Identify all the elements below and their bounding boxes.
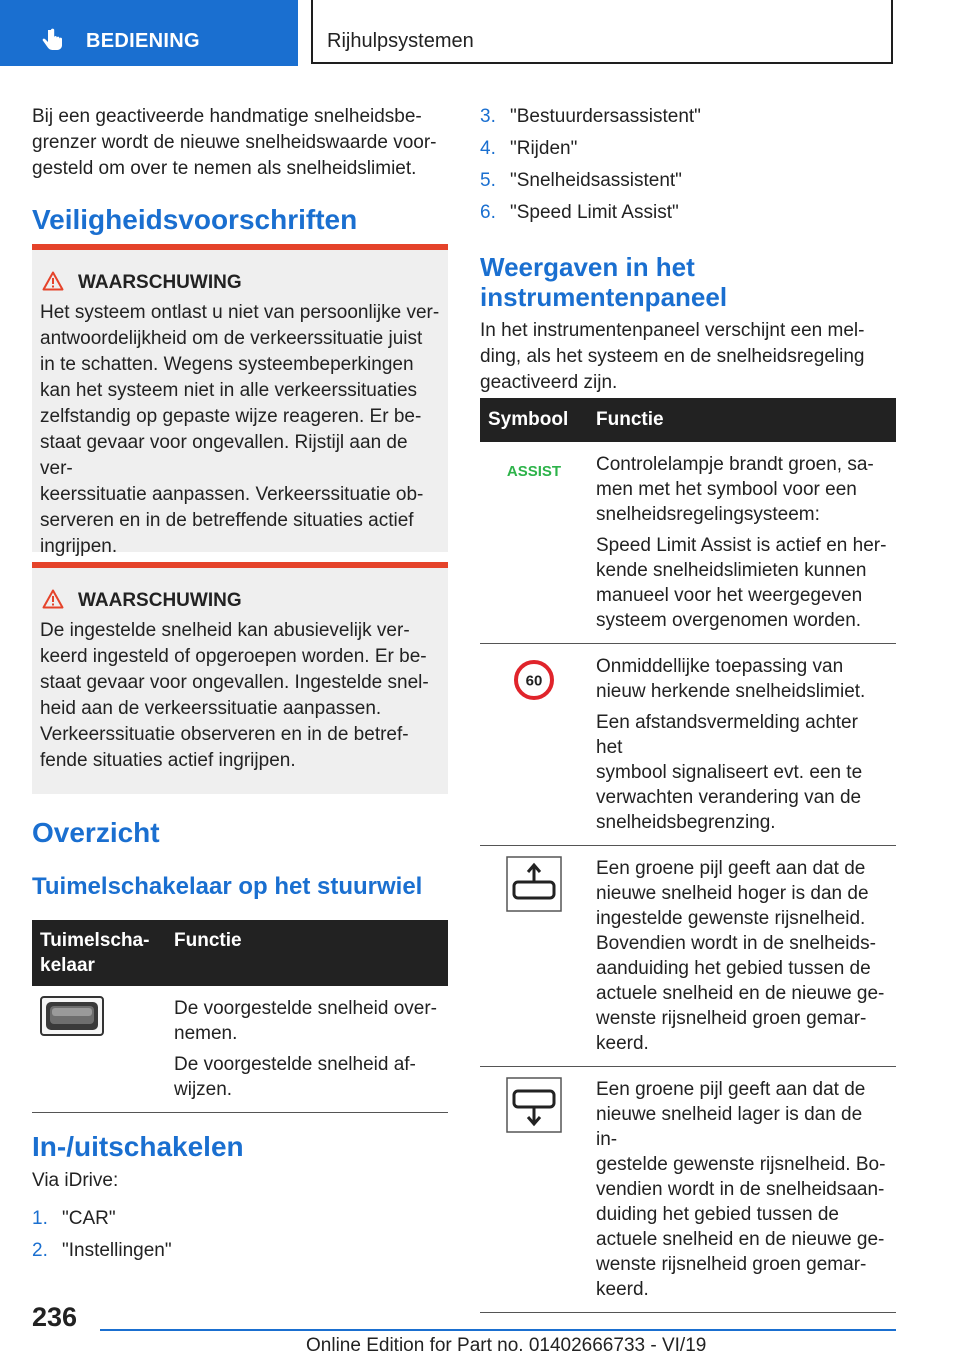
list-item: [32, 1206, 432, 1238]
table-header-line: kelaar: [40, 955, 95, 976]
warning-line: keerssituatie aanpassen. Verkeerssituatie ob-: [40, 484, 424, 505]
rocker-switch-icon: [40, 996, 104, 1036]
step-text: "CAR": [62, 1208, 116, 1229]
function-line: aanduiding het gebied tussen de: [596, 958, 871, 979]
display-intro: [480, 318, 896, 396]
function-line: Bovendien wordt in de snelheids-: [596, 933, 876, 954]
speed-limit-sign-icon: [514, 660, 554, 700]
function-cell: [588, 1067, 896, 1313]
intro-line: grenzer wordt de nieuwe snelheidswaarde voor-: [32, 132, 437, 153]
section-tab[interactable]: [0, 0, 298, 66]
table-row: [480, 644, 896, 846]
step-text: "Snelheidsassistent": [510, 170, 682, 191]
icon-cell: [480, 1067, 588, 1313]
function-line: manueel voor het weergegeven: [596, 585, 863, 606]
function-line: vendien wordt in de snelheidsaan-: [596, 1179, 885, 1200]
warning-line: staat gevaar voor ongevallen. Ingestelde snel-: [40, 672, 429, 693]
table-row: [480, 846, 896, 1067]
topic-label: Rijhulpsystemen: [327, 30, 474, 52]
step-number: 5.: [480, 170, 496, 191]
step-number: 3.: [480, 106, 496, 127]
function-line: Een groene pijl geeft aan dat de: [596, 1079, 866, 1100]
rocker-heading: Tuimelschakelaar op het stuurwiel: [32, 873, 423, 900]
table-header: [32, 920, 166, 986]
table-header-line: Tuimelscha-: [40, 930, 150, 951]
function-line: nieuwe snelheid hoger is dan de: [596, 883, 869, 904]
function-line: verwachten verandering van de: [596, 787, 862, 808]
function-line: symbool signaliseert evt. een te: [596, 762, 863, 783]
function-line: ingestelde gewenste rijsnelheid.: [596, 908, 866, 929]
function-line: Onmiddellijke toepassing van: [596, 656, 844, 677]
icon-cell: [32, 986, 166, 1113]
function-line: duiding het gebied tussen de: [596, 1204, 839, 1225]
step-number: 4.: [480, 138, 496, 159]
function-line: keerd.: [596, 1279, 649, 1300]
step-text: "Bestuurdersassistent": [510, 106, 701, 127]
icon-cell: [480, 846, 588, 1067]
warning-line: zelfstandig op gepaste wijze reageren. Er be-: [40, 406, 422, 427]
table-row: [480, 442, 896, 644]
function-line: snelheidsbegrenzing.: [596, 812, 776, 833]
warning-title-text: WAARSCHUWING: [78, 590, 242, 611]
display-heading-line: instrumentenpaneel: [480, 282, 728, 312]
step-number: 1.: [32, 1208, 48, 1229]
warning-line: in te schatten. Wegens systeembeperkingen: [40, 354, 414, 375]
edition-text: Online Edition for Part no. 01402666733 - VI/19: [306, 1335, 707, 1356]
onoff-heading: In-/uitschakelen: [32, 1131, 244, 1162]
warning-line: kan het systeem niet in alle verkeerssituaties: [40, 380, 418, 401]
warning-line: ingrijpen.: [40, 536, 118, 557]
function-line: nieuwe snelheid lager is dan de in-: [596, 1104, 863, 1150]
function-line: wijzen.: [174, 1079, 233, 1100]
svg-text:ASSIST: ASSIST: [506, 463, 562, 480]
warning-line: fende situaties actief ingrijpen.: [40, 750, 296, 771]
step-text: "Rijden": [510, 138, 578, 159]
function-line: systeem overgenomen worden.: [596, 610, 862, 631]
function-line: Speed Limit Assist is actief en her-: [596, 535, 887, 556]
warning-title: [40, 270, 440, 296]
function-line: kende snelheidslimieten kunnen: [596, 560, 867, 581]
warning-line: staat gevaar voor ongevallen. Rijstijl aan de ver-: [40, 432, 408, 479]
warning-triangle-icon: [42, 589, 64, 609]
warning-line: Het systeem ontlast u niet van persoonlijke ver-: [40, 302, 440, 323]
warning-line: De ingestelde snelheid kan abusievelijk ver-: [40, 620, 410, 641]
overview-heading: Overzicht: [32, 817, 160, 848]
function-line: De voorgestelde snelheid over-: [174, 998, 437, 1019]
step-list: [480, 104, 896, 232]
function-line: Een afstandsvermelding achter het: [596, 712, 858, 758]
display-intro-line: geactiveerd zijn.: [480, 372, 618, 393]
function-line: Controlelampje brandt groen, sa-: [596, 454, 874, 475]
list-item: [480, 200, 896, 232]
symbol-table: [480, 398, 896, 1313]
list-item: [480, 168, 896, 200]
warning-line: keerd ingesteld of opgeroepen worden. Er be-: [40, 646, 427, 667]
table-header-row: [32, 920, 448, 986]
intro-line: Bij een geactiveerde handmatige snelheidsbe-: [32, 106, 422, 127]
table-header-row: [480, 398, 896, 442]
assist-indicator-icon: [506, 460, 562, 482]
step-list: [32, 1206, 432, 1270]
intro-paragraph: [32, 104, 448, 182]
svg-text:60: 60: [525, 672, 543, 690]
function-line: actuele snelheid en de nieuwe ge-: [596, 983, 885, 1004]
display-intro-line: ding, als het systeem en de snelheidsregeling: [480, 346, 865, 367]
function-line: actuele snelheid en de nieuwe ge-: [596, 1229, 885, 1250]
display-intro-line: In het instrumentenpaneel verschijnt een mel-: [480, 320, 865, 341]
rocker-table: [32, 920, 448, 1113]
warning-title: [40, 588, 440, 614]
warning-box: [32, 244, 448, 557]
function-line: Een groene pijl geeft aan dat de: [596, 858, 866, 879]
function-line: snelheidsregelingsysteem:: [596, 504, 820, 525]
warning-title-text: WAARSCHUWING: [78, 272, 242, 293]
function-cell: [588, 442, 896, 644]
page-number: 236: [32, 1302, 78, 1332]
safety-heading: Veiligheidsvoorschriften: [32, 204, 358, 235]
function-line: wenste rijsnelheid groen gemar-: [596, 1008, 867, 1029]
function-line: keerd.: [596, 1033, 649, 1054]
list-item: [480, 104, 896, 136]
intro-line: gesteld om over te nemen als snelheidslimiet.: [32, 158, 417, 179]
warning-line: Verkeerssituatie observeren en in de betref-: [40, 724, 409, 745]
function-cell: [166, 986, 448, 1113]
warning-line: serveren en in de betreffende situaties actief: [40, 510, 414, 531]
icon-cell: [480, 442, 588, 644]
icon-cell: [480, 644, 588, 846]
function-line: De voorgestelde snelheid af-: [174, 1054, 416, 1075]
function-line: men met het symbool voor een: [596, 479, 857, 500]
speed-down-arrow-icon: [506, 1077, 562, 1133]
table-header: Symbool: [480, 398, 588, 442]
warning-line: antwoordelijkheid om de verkeerssituatie juist: [40, 328, 423, 349]
hand-pointer-icon: [40, 28, 66, 54]
function-line: nemen.: [174, 1023, 238, 1044]
list-item: [32, 1238, 432, 1270]
warning-box: [32, 562, 448, 794]
table-row: [480, 1067, 896, 1313]
table-header: Functie: [166, 920, 448, 986]
footer-divider: [100, 1329, 896, 1331]
function-line: nieuw herkende snelheidslimiet.: [596, 681, 866, 702]
function-cell: [588, 846, 896, 1067]
table-header: Functie: [588, 398, 896, 442]
section-label: BEDIENING: [86, 30, 200, 52]
step-number: 6.: [480, 202, 496, 223]
step-text: "Speed Limit Assist": [510, 202, 679, 223]
warning-triangle-icon: [42, 271, 64, 291]
display-heading: [480, 252, 727, 312]
list-item: [480, 136, 896, 168]
function-cell: [588, 644, 896, 846]
step-text: "Instellingen": [62, 1240, 172, 1261]
via-idrive-text: Via iDrive:: [32, 1170, 119, 1191]
table-row: [32, 986, 448, 1113]
function-line: gestelde gewenste rijsnelheid. Bo-: [596, 1154, 886, 1175]
display-heading-line: Weergaven in het: [480, 252, 695, 282]
topic-header: [311, 0, 893, 64]
step-number: 2.: [32, 1240, 48, 1261]
speed-up-arrow-icon: [506, 856, 562, 912]
warning-line: heid aan de verkeerssituatie aanpassen.: [40, 698, 382, 719]
function-line: wenste rijsnelheid groen gemar-: [596, 1254, 867, 1275]
